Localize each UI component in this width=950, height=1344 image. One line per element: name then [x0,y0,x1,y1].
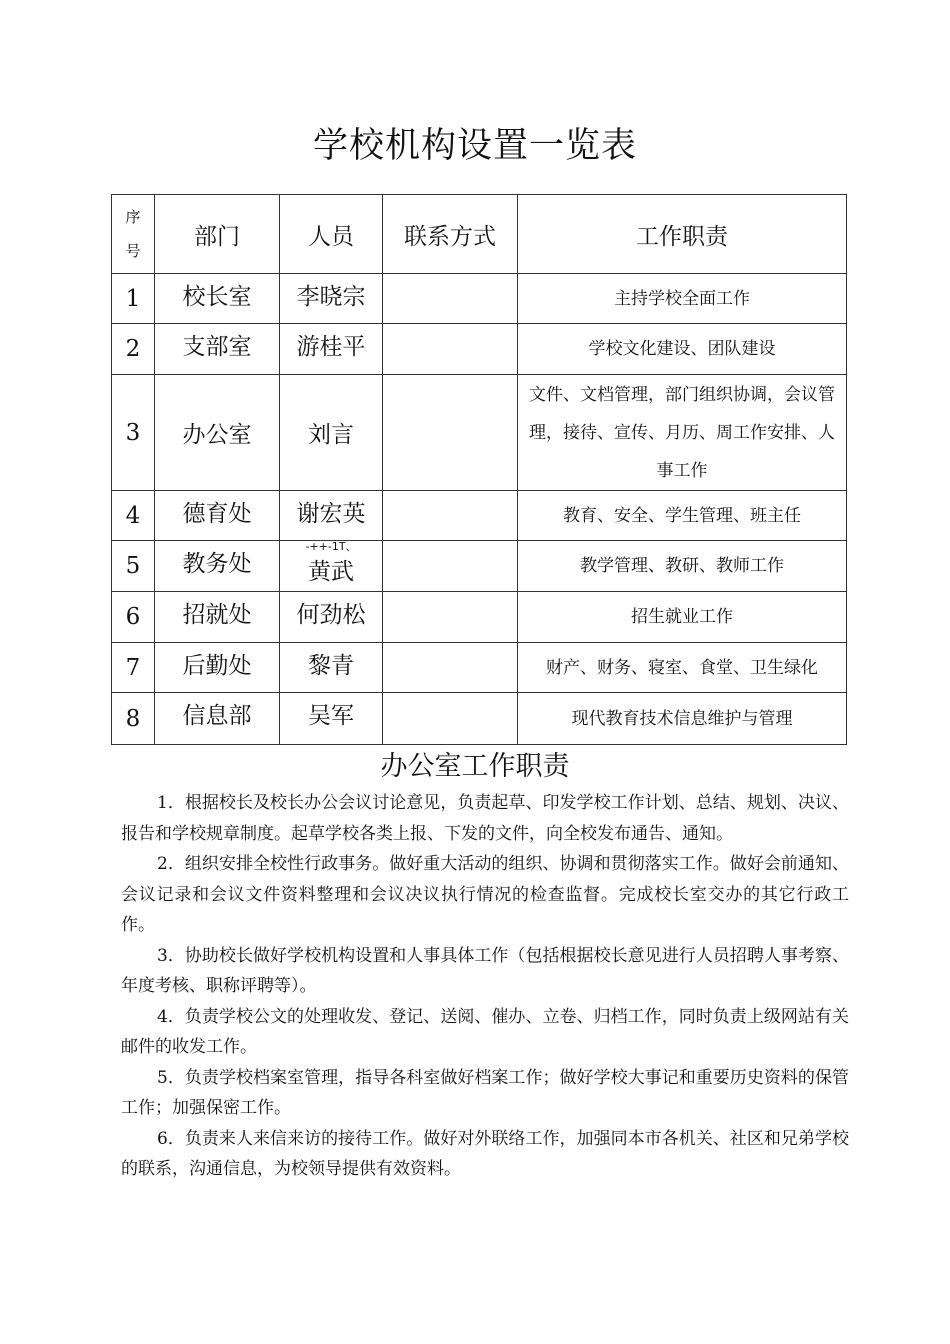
duty-paragraph: 5．负责学校档案室管理，指导各科室做好档案工作；做好学校大事记和重要历史资料的保管工作；加强保密工作。 [121,1067,849,1118]
row-person: 何劲松 [280,592,383,643]
duties-body [121,788,849,1185]
row-seq: 1 [112,274,155,324]
row-person: 黎青 [280,643,383,693]
duty-paragraph: 2．组织安排全校性行政事务。做好重大活动的组织、协调和贯彻落实工作。做好会前通知、会议记录和会议文件资料整理和会议决议执行情况的检查监督。完成校长室交办的其它行政工作。 [121,854,849,935]
row-duty: 财产、财务、寝室、食堂、卫生绿化 [518,643,847,693]
row-person: 李晓宗 [280,274,383,324]
header-person: 人员 [280,195,383,274]
row-seq: 7 [112,643,155,693]
document-title: 学校机构设置一览表 [312,126,637,166]
header-contact: 联系方式 [383,195,518,274]
person-note: -++-1T、 [305,540,357,553]
row-duty: 学校文化建设、团队建设 [518,324,847,375]
duty-paragraph: 1．根据校长及校长办公会议讨论意见，负责起草、印发学校工作计划、总结、规划、决议、报告和学校规章制度。起草学校各类上报、下发的文件，向全校发布通告、通知。 [121,793,849,844]
row-dept: 教务处 [155,541,280,592]
row-person: 谢宏英 [280,491,383,541]
table-row [112,693,847,745]
row-dept: 办公室 [155,375,280,491]
row-contact [383,491,518,541]
duty-paragraph: 4．负责学校公文的处理收发、登记、送阅、催办、立卷、归档工作，同时负责上级网站有关邮件的收发工作。 [121,1006,849,1057]
row-dept: 招就处 [155,592,280,643]
row-duty: 主持学校全面工作 [518,274,847,324]
row-contact [383,643,518,693]
row-contact [383,592,518,643]
row-seq: 4 [112,491,155,541]
organization-table [111,194,847,745]
header-seq: 序号 [112,195,155,274]
row-person: 吴军 [280,693,383,745]
table-row [112,491,847,541]
row-duty: 现代教育技术信息维护与管理 [518,693,847,745]
table-row [112,592,847,643]
header-dept: 部门 [155,195,280,274]
row-seq: 2 [112,324,155,375]
row-dept: 后勤处 [155,643,280,693]
header-duty: 工作职责 [518,195,847,274]
row-seq: 5 [112,541,155,592]
row-person: 黄武 [308,559,354,585]
section-title: 办公室工作职责 [380,751,570,782]
row-duty: 招生就业工作 [518,592,847,643]
row-duty: 教学管理、教研、教师工作 [518,541,847,592]
row-duty: 教育、安全、学生管理、班主任 [518,491,847,541]
table-row [112,324,847,375]
table-row [112,643,847,693]
row-seq: 3 [112,375,155,491]
row-contact [383,375,518,491]
row-contact [383,324,518,375]
row-dept: 支部室 [155,324,280,375]
table-row [112,375,847,491]
row-person-cell [280,541,383,592]
row-dept: 校长室 [155,274,280,324]
table-header-row [112,195,847,274]
row-dept: 德育处 [155,491,280,541]
table-row [112,541,847,592]
duty-paragraph: 6．负责来人来信来访的接待工作。做好对外联络工作，加强同本市各机关、社区和兄弟学校的联系，沟通信息，为校领导提供有效资料。 [121,1128,849,1179]
row-contact [383,541,518,592]
duty-paragraph: 3．协助校长做好学校机构设置和人事具体工作（包括根据校长意见进行人员招聘人事考察、年度考核、职称评聘等）。 [121,945,849,996]
row-person: 刘言 [280,375,383,491]
row-seq: 8 [112,693,155,745]
row-contact [383,693,518,745]
row-dept: 信息部 [155,693,280,745]
table-row [112,274,847,324]
row-duty: 文件、文档管理，部门组织协调，会议管理，接待、宣传、月历、周工作安排、人事工作 [518,375,847,491]
row-contact [383,274,518,324]
row-person: 游桂平 [280,324,383,375]
row-seq: 6 [112,592,155,643]
